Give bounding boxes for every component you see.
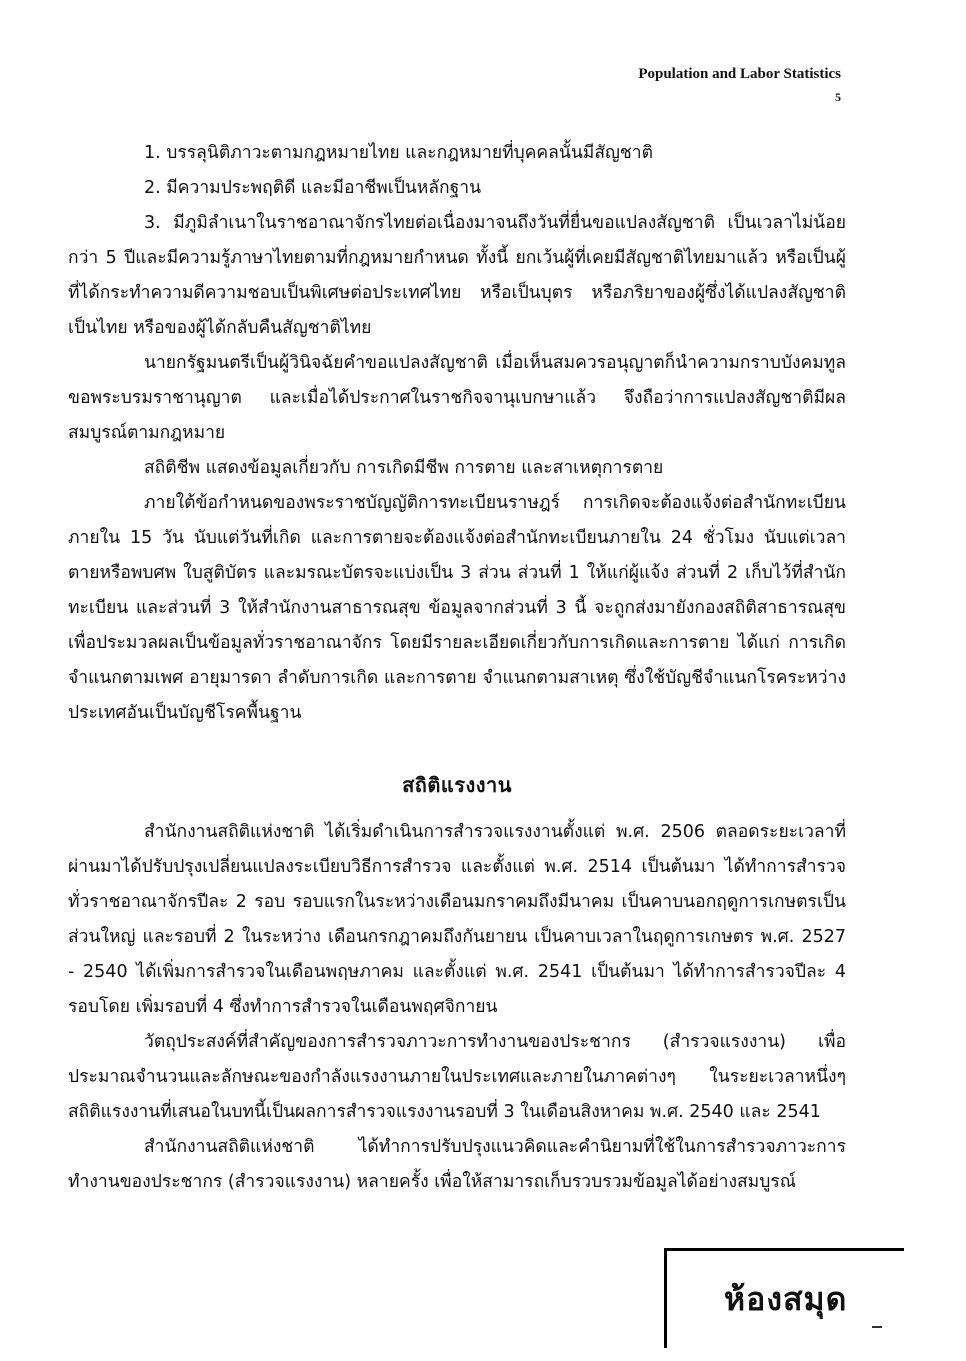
stamp-border-top xyxy=(664,1248,904,1251)
paragraph: 3. มีภูมิลำเนาในราชอาณาจักรไทยต่อเนื่องมาจนถึงวันที่ยื่นขอแปลงสัญชาติ เป็นเวลาไม่น้อยกว่า 5 ปีและมีความรู้ภาษาไทยตามที่กฎหมายกำหนด ทั้งนี้ ยกเว้นผู้ที่เคยมีสัญชาติไทยมาแล้ว หรือเป็นผู้ที่ได้กระทำความดีความชอบเป็นพิเศษต่อประเทศไทย หรือเป็นบุตร หรือภริยาของผู้ซึ่งได้แปลงสัญชาติเป็นไทย หรือของผู้ได้กลับคืนสัญชาติไทย xyxy=(68,213,846,338)
document-body xyxy=(68,136,846,1200)
paragraph: 1. บรรลุนิติภาวะตามกฎหมายไทย และกฎหมายที่บุคคลนั้นมีสัญชาติ xyxy=(144,143,653,163)
paragraph: สำนักงานสถิติแห่งชาติ ได้ทำการปรับปรุงแนวคิดและคำนิยามที่ใช้ในการสำรวจภาวะการทำงานของประชากร (สำรวจแรงงาน) หลายครั้ง เพื่อให้สามารถเก็บรวบรวมข้อมูลได้อย่างสมบูรณ์ xyxy=(68,1137,846,1192)
paragraph: 2. มีความประพฤติดี และมีอาชีพเป็นหลักฐาน xyxy=(144,178,482,198)
library-stamp xyxy=(664,1248,908,1348)
paragraph: นายกรัฐมนตรีเป็นผู้วินิจฉัยคำขอแปลงสัญชาติ เมื่อเห็นสมควรอนุญาตก็นำความกราบบังคมทูลขอพระบรมราชานุญาต และเมื่อได้ประกาศในราชกิจจานุเบกษาแล้ว จึงถือว่าการแปลงสัญชาติมีผลสมบูรณ์ตามกฎหมาย xyxy=(68,353,846,443)
paragraph: ภายใต้ข้อกำหนดของพระราชบัญญัติการทะเบียนราษฎร์ การเกิดจะต้องแจ้งต่อสำนักทะเบียนภายใน 15 วัน นับแต่วันที่เกิด และการตายจะต้องแจ้งต่อสำนักทะเบียนภายใน 24 ชั่วโมง นับแต่เวลาตายหรือพบศพ ใบสูติบัตร และมรณะบัตรจะแบ่งเป็น 3 ส่วน ส่วนที่ 1 ให้แก่ผู้แจ้ง ส่วนที่ 2 เก็บไว้ที่สำนักทะเบียน และส่วนที่ 3 ให้สำนักงานสาธารณสุข ข้อมูลจากส่วนที่ 3 นี้ จะถูกส่งมายังกองสถิติสาธารณสุขเพื่อประมวลผลเป็นข้อมูลทั่วราชอาณาจักร โดยมีรายละเอียดเกี่ยวกับการเกิดและการตาย ได้แก่ การเกิดจำแนกตามเพศ อายุมารดา ลำดับการเกิด และการตาย จำแนกตามสาเหตุ ซึ่งใช้บัญชีจำแนกโรคระหว่างประเทศอันเป็นบัญชีโรคพื้นฐาน xyxy=(68,493,846,723)
page-number: 5 xyxy=(835,90,841,104)
header-title: Population and Labor Statistics xyxy=(638,66,841,82)
paragraph: สถิติชีพ แสดงข้อมูลเกี่ยวกับ การเกิดมีชีพ การตาย และสาเหตุการตาย xyxy=(144,458,664,478)
stamp-border-left xyxy=(664,1248,667,1348)
paragraph: สำนักงานสถิติแห่งชาติ ได้เริ่มดำเนินการสำรวจแรงงานตั้งแต่ พ.ศ. 2506 ตลอดระยะเวลาที่ผ่านมาได้ปรับปรุงเปลี่ยนแปลงระเบียบวิธีการสำรวจ และตั้งแต่ พ.ศ. 2514 เป็นต้นมา ได้ทำการสำรวจทั่วราชอาณาจักรปีละ 2 รอบ รอบแรกในระหว่างเดือนมกราคมถึงมีนาคม เป็นคาบนอกฤดูการเกษตรเป็นส่วนใหญ่ และรอบที่ 2 ในระหว่าง เดือนกรกฎาคมถึงกันยายน เป็นคาบเวลาในฤดูการเกษตร พ.ศ. 2527 - 2540 ได้เพิ่มการสำรวจในเดือนพฤษภาคม และตั้งแต่ พ.ศ. 2541 เป็นต้นมา ได้ทำการสำรวจปีละ 4 รอบโดย เพิ่มรอบที่ 4 ซึ่งทำการสำรวจในเดือนพฤศจิกายน xyxy=(68,822,846,1017)
dash-mark xyxy=(872,1326,882,1328)
stamp-text: ห้องสมุด xyxy=(724,1280,848,1318)
paragraph: วัตถุประสงค์ที่สำคัญของการสำรวจภาวะการทำงานของประชากร (สำรวจแรงงาน) เพื่อประมาณจำนวนและลักษณะของกำลังแรงงานภายในประเทศและภายในภาคต่างๆ ในระยะเวลาหนึ่งๆ สถิติแรงงานที่เสนอในบทนี้เป็นผลการสำรวจแรงงานรอบที่ 3 ในเดือนสิงหาคม พ.ศ. 2540 และ 2541 xyxy=(68,1032,846,1122)
section-heading: สถิติแรงงาน xyxy=(402,773,512,797)
